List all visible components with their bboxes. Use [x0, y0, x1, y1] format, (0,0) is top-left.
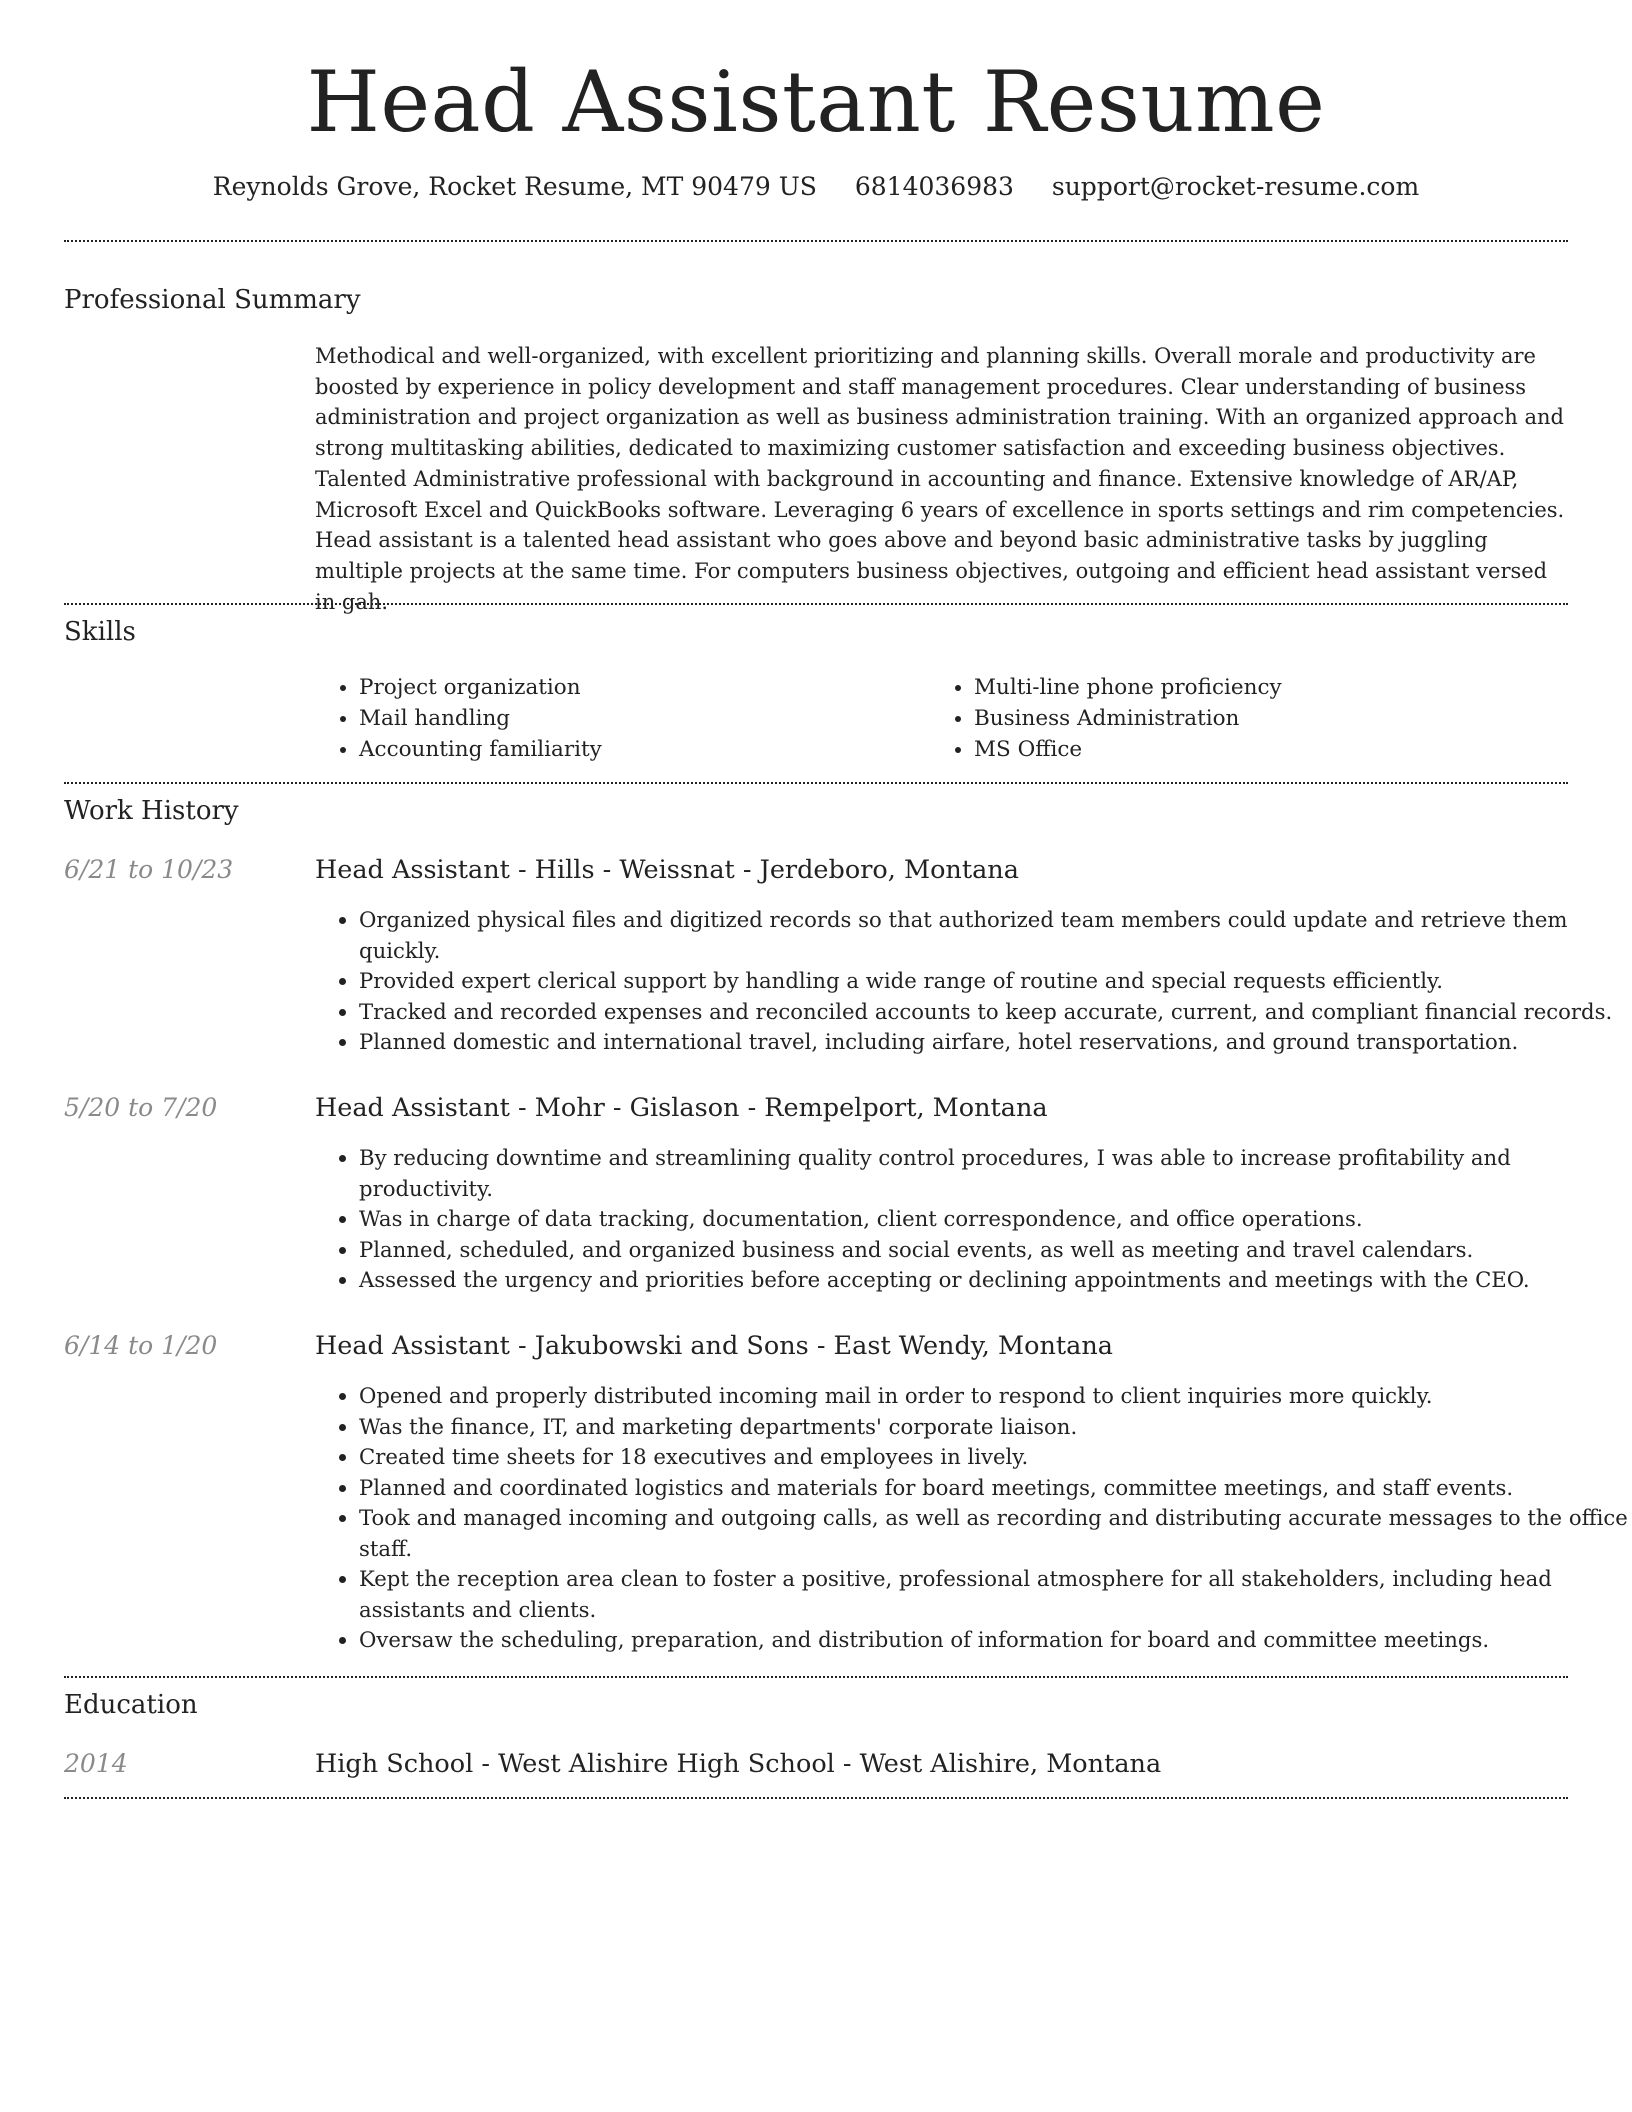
section-heading-skills: Skills: [64, 617, 136, 647]
job-bullet: • Assessed the urgency and priorities before accepting or declining appointments and meetings with the CEO.: [359, 1265, 1629, 1296]
education-year: 2014: [64, 1749, 128, 1778]
job-bullets: [315, 905, 1629, 1058]
job-bullets: [315, 1143, 1629, 1296]
skill-item: • Business Administration: [974, 703, 1282, 734]
section-heading-summary: Professional Summary: [64, 285, 361, 315]
job-bullet: • Organized physical files and digitized records so that authorized team members could update and retrieve them quickly.: [359, 905, 1629, 966]
divider: [64, 240, 1568, 242]
job-title: Head Assistant - Mohr - Gislason - Rempelport, Montana: [315, 1093, 1048, 1123]
skills-list-left: [315, 672, 602, 765]
section-heading-education: Education: [64, 1690, 198, 1720]
job-dates: 5/20 to 7/20: [64, 1093, 218, 1122]
job-bullet: • Kept the reception area clean to foster a positive, professional atmosphere for all stakeholders, including head assistants and clients.: [359, 1564, 1629, 1625]
contact-email: support@rocket-resume.com: [1051, 172, 1420, 201]
contact-line: [0, 170, 1632, 204]
contact-phone: 6814036983: [854, 172, 1014, 201]
job-dates: 6/14 to 1/20: [64, 1331, 218, 1360]
job-bullet: • Opened and properly distributed incoming mail in order to respond to client inquiries more quickly.: [359, 1381, 1629, 1412]
job-bullet: • Was the finance, IT, and marketing departments' corporate liaison.: [359, 1412, 1629, 1443]
job-title: Head Assistant - Jakubowski and Sons - East Wendy, Montana: [315, 1331, 1113, 1361]
skill-item: • Project organization: [359, 672, 602, 703]
summary-text: Methodical and well-organized, with excellent prioritizing and planning skills. Overall morale and productivity are boosted by experience in policy development and staff management procedures. Clear understanding of business administration and project organization as well as business administration training. With an organized approach and strong multitasking abilities, dedicated to maximizing customer satisfaction and exceeding business objectives. Talented Administrative professional with background in accounting and finance. Extensive knowledge of AR/AP, Microsoft Excel and QuickBooks software. Leveraging 6 years of excellence in sports settings and rim competencies. Head assistant is a talented head assistant who goes above and beyond basic administrative tasks by juggling multiple projects at the same time. For computers business objectives, outgoing and efficient head assistant versed in gah.: [315, 344, 1565, 614]
skill-item: • Multi-line phone proficiency: [974, 672, 1282, 703]
job-bullet: • Oversaw the scheduling, preparation, and distribution of information for board and committee meetings.: [359, 1625, 1629, 1656]
job-bullet: • Was in charge of data tracking, documentation, client correspondence, and office operations.: [359, 1204, 1629, 1235]
divider: [64, 1676, 1568, 1678]
skill-item: • MS Office: [974, 734, 1282, 765]
job-title: Head Assistant - Hills - Weissnat - Jerdeboro, Montana: [315, 855, 1019, 885]
job-bullet: • By reducing downtime and streamlining quality control procedures, I was able to increase profitability and productivity.: [359, 1143, 1629, 1204]
skills-list-right: [930, 672, 1282, 765]
job-bullet: • Planned and coordinated logistics and materials for board meetings, committee meetings, and staff events.: [359, 1473, 1629, 1504]
job-bullet: • Created time sheets for 18 executives and employees in lively.: [359, 1442, 1629, 1473]
contact-address: Reynolds Grove, Rocket Resume, MT 90479 US: [212, 172, 817, 201]
divider: [64, 782, 1568, 784]
job-bullet: • Tracked and recorded expenses and reconciled accounts to keep accurate, current, and compliant financial records.: [359, 997, 1629, 1028]
divider: [64, 1797, 1568, 1799]
job-dates: 6/21 to 10/23: [64, 855, 234, 884]
education-entry: High School - West Alishire High School - West Alishire, Montana: [315, 1749, 1162, 1779]
divider: [64, 603, 1568, 605]
job-bullet: • Planned, scheduled, and organized business and social events, as well as meeting and travel calendars.: [359, 1235, 1629, 1266]
skill-item: • Mail handling: [359, 703, 602, 734]
job-bullets: [315, 1381, 1629, 1656]
job-bullet: • Provided expert clerical support by handling a wide range of routine and special requests efficiently.: [359, 966, 1629, 997]
skill-item: • Accounting familiarity: [359, 734, 602, 765]
job-bullet: • Planned domestic and international travel, including airfare, hotel reservations, and ground transportation.: [359, 1027, 1629, 1058]
section-heading-work: Work History: [64, 796, 239, 826]
job-bullet: • Took and managed incoming and outgoing calls, as well as recording and distributing accurate messages to the office staff.: [359, 1503, 1629, 1564]
resume-title: Head Assistant Resume: [306, 53, 1326, 151]
